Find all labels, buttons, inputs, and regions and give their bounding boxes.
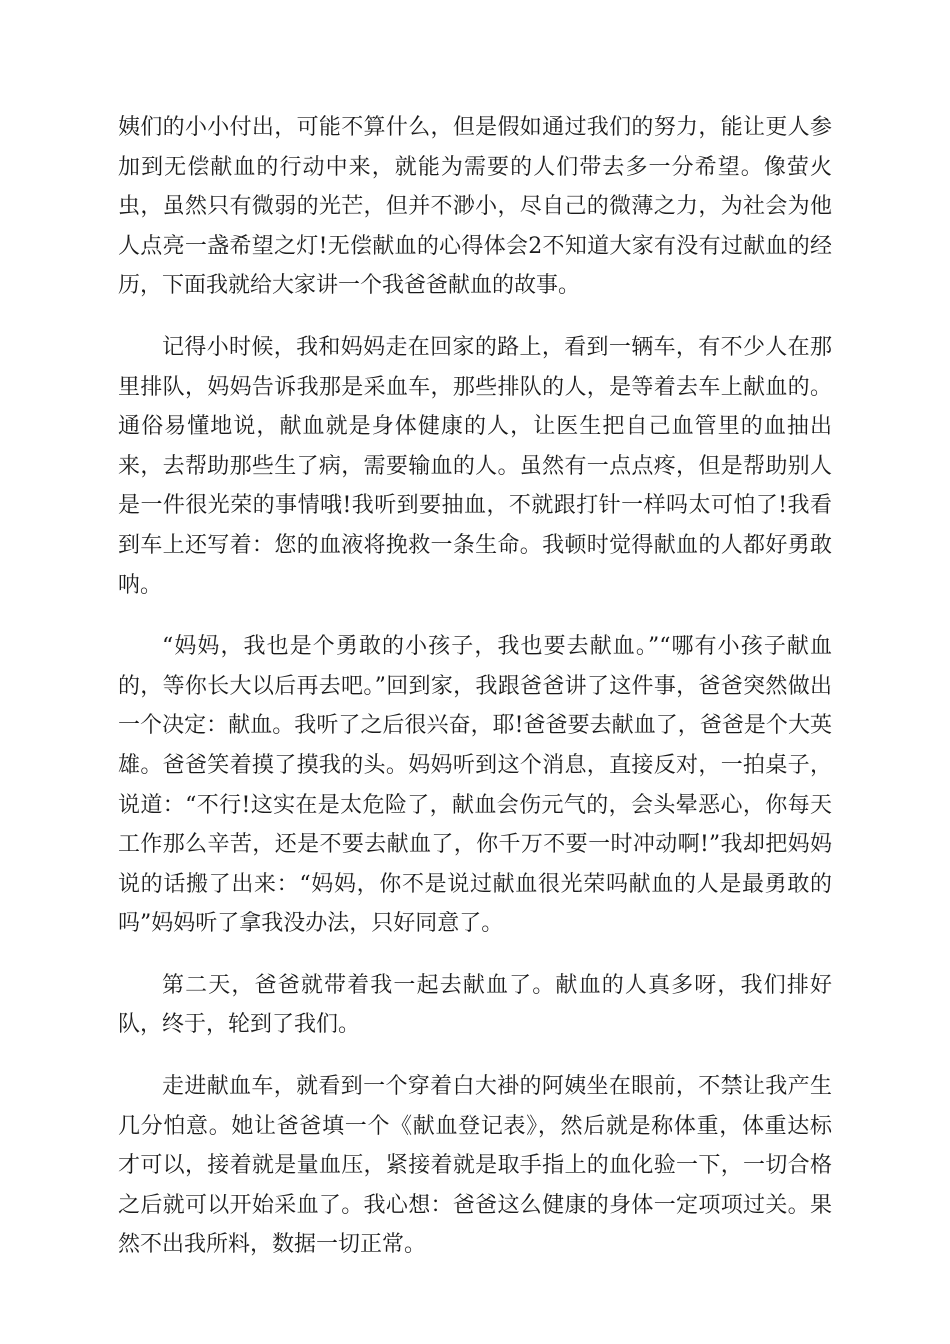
paragraph-3: “妈妈，我也是个勇敢的小孩子，我也要去献血。”“哪有小孩子献血的，等你长大以后再去吧。”回到家，我跟爸爸讲了这件事，爸爸突然做出一个决定：献血。我听了之后很兴奋，耶!爸爸要去献血了，爸爸是个大英雄。爸爸笑着摸了摸我的头。妈妈听到这个消息，直接反对，一拍桌子，说道：“不行!这实在是太危险了，献血会伤元气的，会头晕恶心，你每天工作那么辛苦，还是不要去献血了，你千万不要一时冲动啊!”我却把妈妈说的话搬了出来：“妈妈，你不是说过献血很光荣吗献血的人是最勇敢的吗”妈妈听了拿我没办法，只好同意了。 bbox=[118, 634, 832, 937]
paragraph-5: 走进献血车，就看到一个穿着白大褂的阿姨坐在眼前，不禁让我产生几分怕意。她让爸爸填一个《献血登记表》，然后就是称体重，体重达标才可以，接着就是量血压，紧接着就是取手指上的血化验一下，一切合格之后就可以开始采血了。我心想：爸爸这么健康的身体一定项项过关。果然不出我所料，数据一切正常。 bbox=[118, 1074, 832, 1258]
paragraph-1: 姨们的小小付出，可能不算什么，但是假如通过我们的努力，能让更人参加到无偿献血的行动中来，就能为需要的人们带去多一分希望。像萤火虫，虽然只有微弱的光芒，但并不渺小，尽自己的微薄之力，为社会为他人点亮一盏希望之灯!无偿献血的心得体会2不知道大家有没有过献血的经历，下面我就给大家讲一个我爸爸献血的故事。 bbox=[118, 115, 832, 299]
paragraph-2: 记得小时候，我和妈妈走在回家的路上，看到一辆车，有不少人在那里排队，妈妈告诉我那是采血车，那些排队的人，是等着去车上献血的。通俗易懂地说，献血就是身体健康的人，让医生把自己血管里的血抽出来，去帮助那些生了病，需要输血的人。虽然有一点点疼，但是帮助别人是一件很光荣的事情哦!我听到要抽血，不就跟打针一样吗太可怕了!我看到车上还写着：您的血液将挽救一条生命。我顿时觉得献血的人都好勇敢呐。 bbox=[118, 334, 832, 598]
paragraph-4: 第二天，爸爸就带着我一起去献血了。献血的人真多呀，我们排好队，终于，轮到了我们。 bbox=[118, 972, 832, 1038]
document-body bbox=[118, 108, 832, 1287]
